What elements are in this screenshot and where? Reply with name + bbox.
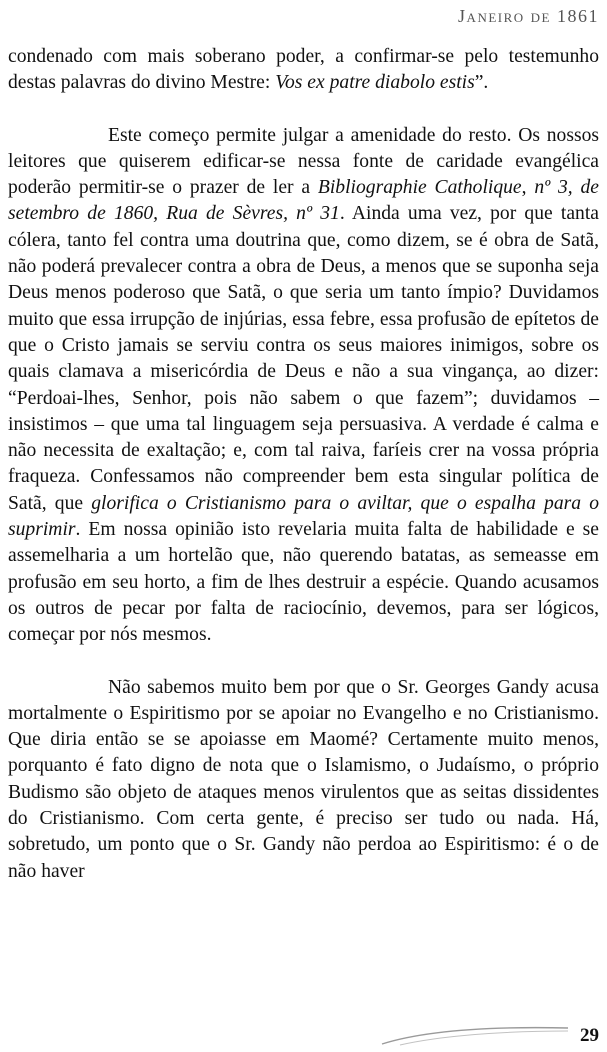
paragraph-3: [8, 675, 599, 885]
paragraph-1: [8, 44, 599, 97]
italic-run: nº 3, de setembro de 1860, Rua de Sèvres, nº 31: [8, 177, 599, 225]
page-number: 29: [580, 1025, 599, 1046]
paragraph-2: [8, 123, 599, 649]
text-run: condenado com mais soberano poder, a confirmar-se pelo testemunho destas palavras do divino Mestre:: [8, 46, 599, 94]
italic-run: Bibliographie Catholique: [317, 177, 522, 199]
text-run: Este começo permite julgar a amenidade do resto. Os nossos leitores que quiserem edificar-se nessa fonte de caridade evangélica poderão permitir-se o prazer de ler a: [8, 124, 599, 199]
text-run: . Em nossa opinião isto revelaria muita falta de habilidade e se assemelharia a um hortelão que, não querendo batatas, as semeasse em profusão em seu horto, a fim de lhes destruir a espécie. Quando acusamos os outros de pecar por falta de raciocínio, devemos, para ser lógicos, começar por nós mesmos.: [8, 519, 599, 646]
italic-run: Vos ex patre diabolo estis: [275, 72, 475, 94]
page-body: [8, 44, 599, 885]
text-run: ”.: [474, 72, 489, 94]
running-header: Janeiro de 1861: [458, 6, 599, 26]
text-run: ,: [521, 177, 535, 199]
text-run: . Ainda uma vez, por que tanta cólera, tanto fel contra uma doutrina que, como dizem, se é obra de Satã, não poderá prevalecer contra a obra de Deus, a menos que se suponha seja Deus menos poderoso que Satã, o que seria um tanto ímpio? Duvidamos muito que essa irrupção de injúrias, essa febre, essa profusão de epítetos de que o Cristo jamais se serviu contra os seus maiores inimigos, sobre os quais clamava a misericórdia de Deus e não a sua vingança, ao dizer: “Perdoai-lhes, Senhor, pois não sabem o que fazem”; duvidamos – insistimos – que uma tal linguagem seja persuasiva. A verdade é calma e não necessita de exaltação; e, com tal raiva, faríeis crer na vossa própria fraqueza. Confessamos não compreender bem esta singular política de Satã, que: [8, 203, 599, 514]
swoosh-ornament-icon: [380, 1024, 570, 1046]
page-footer: [0, 1020, 607, 1052]
italic-run: glorifica o Cristianismo para o aviltar, que o espalha para o suprimir: [8, 492, 599, 541]
text-run: Não sabemos muito bem por que o Sr. Georges Gandy acusa mortalmente o Espiritismo por se apoiar no Evangelho e no Cristianismo. Que diria então se se apoiasse em Maomé? Certamente muito menos, porquanto é fato digno de nota que o Islamismo, o Judaísmo, o próprio Budismo são objeto de ataques menos virulentos que as seitas dissidentes do Cristianismo. Com certa gente, é preciso ser tudo ou nada. Há, sobretudo, um ponto que o Sr. Gandy não perdoa ao Espiritismo: é o de não haver: [8, 676, 599, 882]
